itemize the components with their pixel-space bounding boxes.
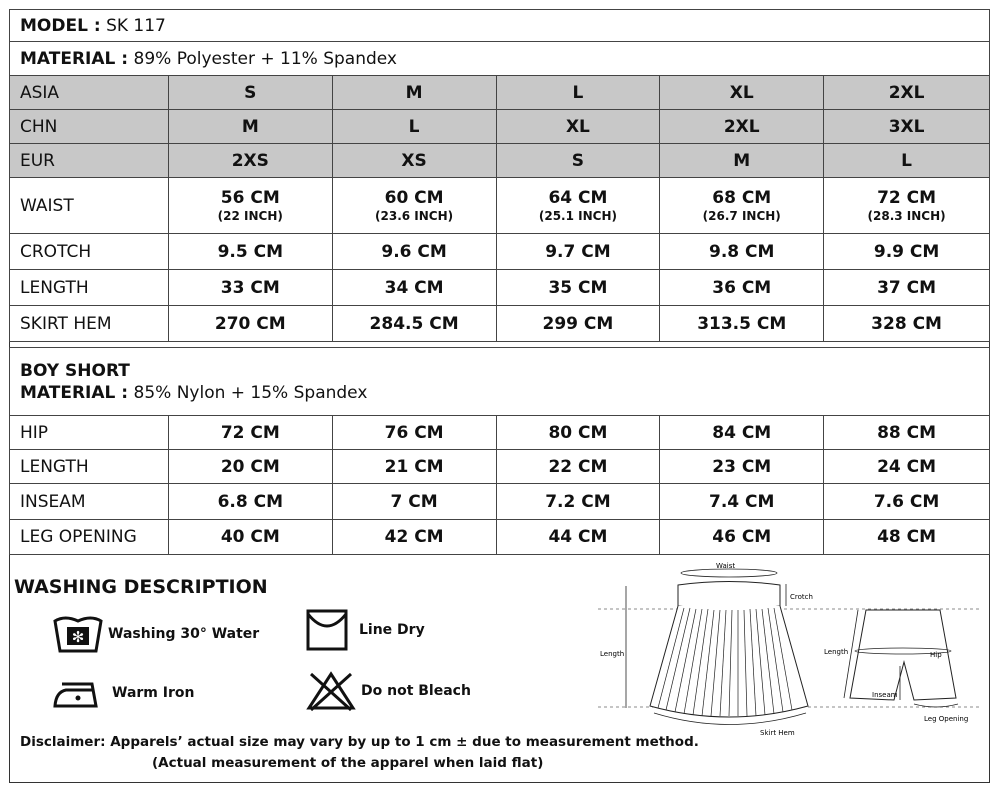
- measure-cell: 9.5 CM: [168, 234, 332, 270]
- measure-cell: 60 CM (23.6 INCH): [332, 178, 496, 234]
- material-value: 89% Polyester + 11% Spandex: [133, 48, 397, 69]
- wash-tub-icon: [52, 613, 104, 655]
- measure-cell: 270 CM: [168, 306, 332, 342]
- size-row-asia: [10, 76, 990, 110]
- diagram-skirt-hem-label: Skirt Hem: [760, 729, 795, 737]
- inseam-row: [10, 484, 990, 520]
- length-row: [10, 270, 990, 306]
- size-cell: 2XL: [824, 76, 990, 110]
- boy-short-title: BOY SHORT: [20, 360, 130, 381]
- model-label: MODEL :: [20, 15, 101, 36]
- boy-short-table: [9, 347, 990, 555]
- measure-cell: 7.4 CM: [660, 484, 824, 520]
- boy-short-header-row: [10, 348, 990, 416]
- measure-cell: 34 CM: [332, 270, 496, 306]
- measure-cell: 7.6 CM: [824, 484, 990, 520]
- size-cell: XL: [496, 110, 660, 144]
- line-dry-icon: [305, 608, 349, 652]
- washing-item-line-dry: [305, 608, 425, 652]
- material-label: MATERIAL :: [20, 48, 129, 69]
- diagram-leg-opening-label: Leg Opening: [924, 715, 969, 723]
- measure-cell: 56 CM (22 INCH): [168, 178, 332, 234]
- measure-cell: 24 CM: [824, 450, 990, 484]
- size-cell: XS: [332, 144, 496, 178]
- measure-cell: 48 CM: [824, 520, 990, 555]
- measure-cell: 299 CM: [496, 306, 660, 342]
- measure-cell: 9.9 CM: [824, 234, 990, 270]
- washing-item-iron: [52, 676, 194, 710]
- measure-cell: 46 CM: [660, 520, 824, 555]
- size-cell: S: [496, 144, 660, 178]
- model-value: SK 117: [106, 15, 166, 36]
- diagram-short-length-label: Length: [824, 648, 849, 656]
- measure-cell: 37 CM: [824, 270, 990, 306]
- measure-cell: 313.5 CM: [660, 306, 824, 342]
- size-cell: M: [168, 110, 332, 144]
- measure-cell: 20 CM: [168, 450, 332, 484]
- leg-opening-row: [10, 520, 990, 555]
- measure-cell: 35 CM: [496, 270, 660, 306]
- row-label: SKIRT HEM: [10, 306, 169, 342]
- washing-title: WASHING DESCRIPTION: [14, 576, 268, 598]
- measure-cell: 36 CM: [660, 270, 824, 306]
- size-cell: 3XL: [824, 110, 990, 144]
- diagram-waist-label: Waist: [716, 562, 736, 570]
- skirt-hem-row: [10, 306, 990, 342]
- measure-cell: 80 CM: [496, 416, 660, 450]
- measure-cell: 9.6 CM: [332, 234, 496, 270]
- crotch-row: [10, 234, 990, 270]
- measure-cell: 9.8 CM: [660, 234, 824, 270]
- waist-row: [10, 178, 990, 234]
- size-cell: XL: [660, 76, 824, 110]
- measure-cell: 22 CM: [496, 450, 660, 484]
- diagram-hip-label: Hip: [930, 651, 942, 659]
- size-cell: L: [332, 110, 496, 144]
- row-label: INSEAM: [10, 484, 169, 520]
- row-label: ASIA: [10, 76, 169, 110]
- measure-cell: 72 CM (28.3 INCH): [824, 178, 990, 234]
- disclaimer-line-2: (Actual measurement of the apparel when laid flat): [152, 755, 544, 771]
- measure-cell: 23 CM: [660, 450, 824, 484]
- hip-row: [10, 416, 990, 450]
- boy-material-value: 85% Nylon + 15% Spandex: [133, 382, 368, 403]
- disclaimer-line-1: Disclaimer: Apparels’ actual size may vary by up to 1 cm ± due to measurement method.: [20, 734, 699, 750]
- size-cell: 2XL: [660, 110, 824, 144]
- measure-cell: 7 CM: [332, 484, 496, 520]
- short-length-row: [10, 450, 990, 484]
- no-bleach-icon: [305, 670, 357, 712]
- measure-cell: 284.5 CM: [332, 306, 496, 342]
- measure-cell: 9.7 CM: [496, 234, 660, 270]
- size-cell: M: [332, 76, 496, 110]
- measure-cell: 42 CM: [332, 520, 496, 555]
- row-label: CROTCH: [10, 234, 169, 270]
- washing-item-label: Warm Iron: [112, 685, 195, 701]
- washing-item-no-bleach: [305, 670, 471, 712]
- size-cell: L: [496, 76, 660, 110]
- size-cell: 2XS: [168, 144, 332, 178]
- washing-item-label: Line Dry: [359, 622, 425, 638]
- measure-cell: 21 CM: [332, 450, 496, 484]
- size-row-chn: [10, 110, 990, 144]
- measure-cell: 7.2 CM: [496, 484, 660, 520]
- measure-cell: 72 CM: [168, 416, 332, 450]
- measure-cell: 328 CM: [824, 306, 990, 342]
- washing-item-label: Do not Bleach: [361, 683, 471, 699]
- size-cell: M: [660, 144, 824, 178]
- size-row-eur: [10, 144, 990, 178]
- skirt-size-table: [9, 9, 990, 342]
- measure-cell: 84 CM: [660, 416, 824, 450]
- measurement-diagram: [594, 558, 984, 740]
- measure-cell: 44 CM: [496, 520, 660, 555]
- diagram-length-label: Length: [600, 650, 625, 658]
- row-label: HIP: [10, 416, 169, 450]
- svg-text:✻: ✻: [71, 628, 85, 646]
- measure-cell: 88 CM: [824, 416, 990, 450]
- model-row: [10, 10, 990, 42]
- measure-cell: 33 CM: [168, 270, 332, 306]
- boy-material-label: MATERIAL :: [20, 382, 129, 403]
- diagram-crotch-label: Crotch: [790, 593, 813, 601]
- size-cell: L: [824, 144, 990, 178]
- row-label: LEG OPENING: [10, 520, 169, 555]
- measure-cell: 40 CM: [168, 520, 332, 555]
- diagram-inseam-label: Inseam: [872, 691, 898, 699]
- measure-cell: 68 CM (26.7 INCH): [660, 178, 824, 234]
- material-row: [10, 42, 990, 76]
- measure-cell: 76 CM: [332, 416, 496, 450]
- measure-cell: 6.8 CM: [168, 484, 332, 520]
- row-label: LENGTH: [10, 450, 169, 484]
- row-label: WAIST: [10, 178, 169, 234]
- row-label: CHN: [10, 110, 169, 144]
- row-label: EUR: [10, 144, 169, 178]
- iron-icon: [52, 676, 108, 710]
- size-cell: S: [168, 76, 332, 110]
- row-label: LENGTH: [10, 270, 169, 306]
- measure-cell: 64 CM (25.1 INCH): [496, 178, 660, 234]
- washing-item-wash: [52, 613, 259, 655]
- washing-item-label: Washing 30° Water: [108, 626, 260, 642]
